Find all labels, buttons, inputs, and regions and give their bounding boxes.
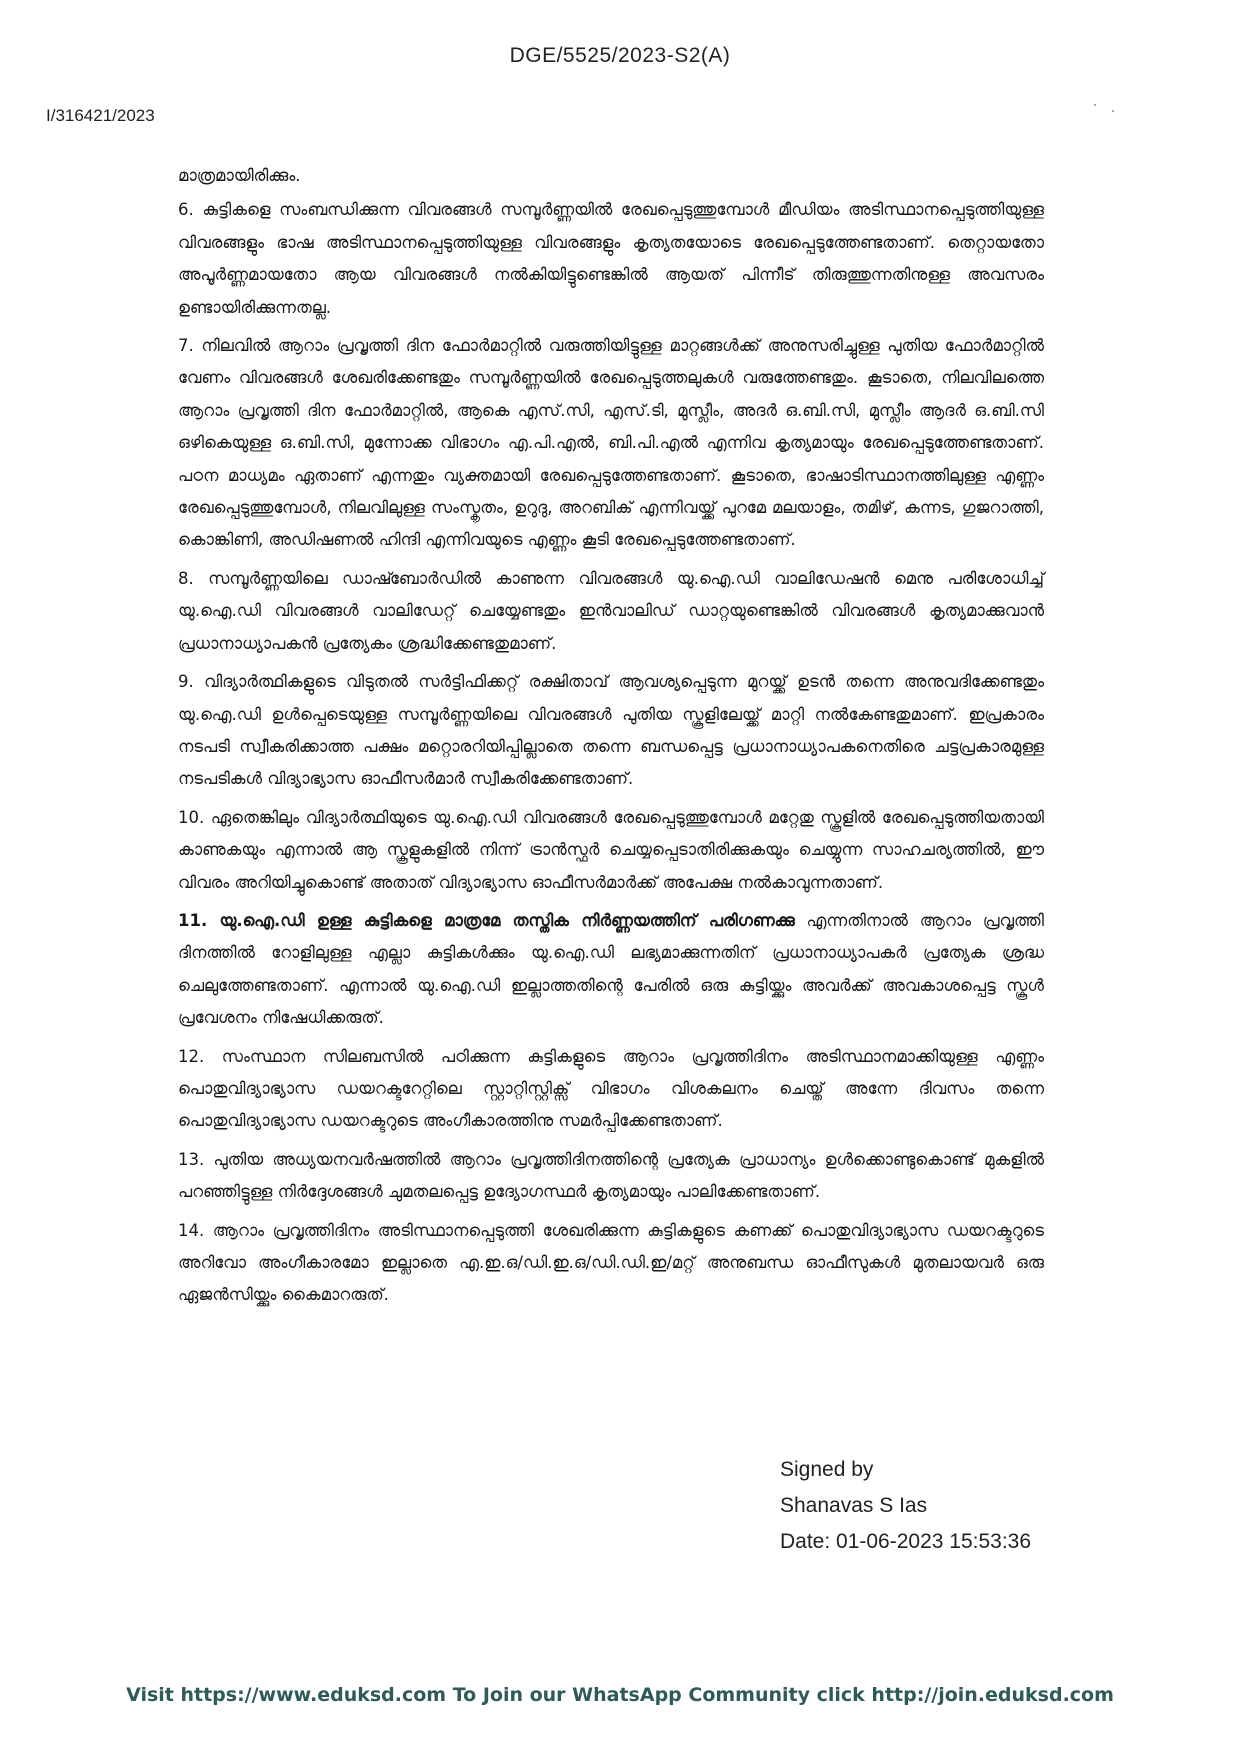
paragraph-11-bold: 11. യു.ഐ.ഡി ഉള്ള കുട്ടികളെ മാത്രമേ തസ്തിക നിർണ്ണയത്തിന് പരിഗണക്കു	[178, 910, 795, 930]
paragraph-7: 7. നിലവിൽ ആറാം പ്രവൃത്തി ദിന ഫോർമാറ്റിൽ വരുത്തിയിട്ടുള്ള മാറ്റങ്ങൾക്ക് അനുസരിച്ചുള്ള പുതിയ ഫോർമാറ്റിൽ വേണം വിവരങ്ങൾ ശേഖരിക്കേണ്ടതും സമ്പൂർണ്ണയിൽ രേഖപ്പെടുത്തലുകൾ വരുത്തേണ്ടതും. കൂടാതെ, നിലവിലത്തെ ആറാം പ്രവൃത്തി ദിന ഫോർമാറ്റിൽ, ആകെ എസ്.സി, എസ്.ടി, മുസ്ലീം, അദർ ഒ.ബി.സി, മുസ്ലീം ആദർ ഒ.ബി.സി ഒഴികെയുള്ള ഒ.ബി.സി, മുന്നോക്ക വിഭാഗം എ.പി.എൽ, ബി.പി.എൽ എന്നിവ കൃത്യമായും രേഖപ്പെടുത്തേണ്ടതാണ്. പഠന മാധ്യമം ഏതാണ് എന്നതും വ്യക്തമായി രേഖപ്പെടുത്തേണ്ടതാണ്. കൂടാതെ, ഭാഷാടിസ്ഥാനത്തിലുള്ള എണ്ണം രേഖപ്പെടുത്തുമ്പോൾ, നിലവിലുള്ള സംസ്കൃതം, ഉറുദു, അറബിക് എന്നിവയ്ക്ക് പുറമേ മലയാളം, തമിഴ്, കന്നട, ഗുജറാത്തി, കൊങ്കിണി, അഡിഷണൽ ഹിന്ദി എന്നിവയുടെ എണ്ണം കൂടി രേഖപ്പെടുത്തേണ്ടതാണ്.	[178, 336, 1044, 550]
paragraph-10: 10. ഏതെങ്കിലും വിദ്യാർത്ഥിയുടെ യു.ഐ.ഡി വിവരങ്ങൾ രേഖപ്പെടുത്തുമ്പോൾ മറ്റേതു സ്കൂളിൽ രേഖപ്പെടുത്തിയതായി കാണുകയും എന്നാൽ ആ സ്കൂളുകളിൽ നിന്ന് ട്രാൻസ്ഫർ ചെയ്യപ്പെടാതിരിക്കുകയും ചെയ്യുന്ന സാഹചര്യത്തിൽ, ഈ വിവരം അറിയിച്ചുകൊണ്ട് അതാത് വിദ്യാഭ്യാസ ഓഫീസർമാർക്ക് അപേക്ഷ നൽകാവുന്നതാണ്.	[178, 807, 1044, 892]
signature-date: Date: 01-06-2023 15:53:36	[780, 1530, 1032, 1553]
paragraph-8: 8. സമ്പൂർണ്ണയിലെ ഡാഷ്ബോർഡിൽ കാണുന്ന വിവരങ്ങൾ യു.ഐ.ഡി വാലിഡേഷൻ മെനു പരിശോധിച്ച് യു.ഐ.ഡി വിവരങ്ങൾ വാലിഡേറ്റ് ചെയ്യേണ്ടതും ഇൻവാലിഡ് ഡാറ്റയുണ്ടെങ്കിൽ വിവരങ്ങൾ കൃത്യമാക്കുവാൻ പ്രധാനാധ്യാപകൻ പ്രത്യേകം ശ്രദ്ധിക്കേണ്ടതുമാണ്.	[178, 568, 1044, 653]
signer-name: Shanavas S Ias	[780, 1494, 928, 1517]
letter-body	[178, 160, 1044, 1318]
paragraph-12: 12. സംസ്ഥാന സിലബസിൽ പഠിക്കുന്ന കുട്ടികളുടെ ആറാം പ്രവൃത്തിദിനം അടിസ്ഥാനമാക്കിയുള്ള എണ്ണം പൊതുവിദ്യാഭ്യാസ ഡയറക്ടറേറ്റിലെ സ്റ്റാറ്റിസ്റ്റിക്സ് വിഭാഗം വിശകലനം ചെയ്ത് അന്നേ ദിവസം തന്നെ പൊതുവിദ്യാഭ്യാസ ഡയറക്ടറുടെ അംഗീകാരത്തിനു സമർപ്പിക്കേണ്ടതാണ്.	[178, 1046, 1044, 1131]
footer-link-banner[interactable]: Visit https://www.eduksd.com To Join our WhatsApp Community click http://join.eduksd.com	[126, 1684, 1114, 1706]
paragraph-11: 11. യു.ഐ.ഡി ഉള്ള കുട്ടികളെ മാത്രമേ തസ്തിക നിർണ്ണയത്തിന് പരിഗണക്കു എന്നതിനാൽ ആറാം പ്രവൃത്തി ദിനത്തിൽ റോളിലുള്ള എല്ലാ കുട്ടികൾക്കും യു.ഐ.ഡി ലഭ്യമാക്കുന്നതിന് പ്രധാനാധ്യാപകർ പ്രത്യേക ശ്രദ്ധ ചെലുത്തേണ്ടതാണ്. എന്നാൽ യു.ഐ.ഡി ഇല്ലാത്തതിന്റെ പേരിൽ ഒരു കുട്ടിയ്ക്കും അവർക്ക് അവകാശപ്പെട്ട സ്കൂൾ പ്രവേശനം നിഷേധിക്കരുത്.	[178, 910, 1045, 1028]
scan-speck	[1112, 110, 1114, 112]
paragraph-9: 9. വിദ്യാർത്ഥികളുടെ വിടുതൽ സർട്ടിഫിക്കറ്റ് രക്ഷിതാവ് ആവശ്യപ്പെടുന്ന മുറയ്ക്ക് ഉടൻ തന്നെ അനുവദിക്കേണ്ടതും യു.ഐ.ഡി ഉൾപ്പെടെയുള്ള സമ്പൂർണ്ണയിലെ വിവരങ്ങൾ പുതിയ സ്കൂളിലേയ്ക്ക് മാറ്റി നൽകേണ്ടതുമാണ്. ഇപ്രകാരം നടപടി സ്വീകരിക്കാത്ത പക്ഷം മറ്റൊരറിയിപ്പില്ലാതെ തന്നെ ബന്ധപ്പെട്ട പ്രധാനാധ്യാപകനെതിരെ ചട്ടപ്രകാരമുള്ള നടപടികൾ വിദ്യാഭ്യാസ ഓഫീസർമാർ സ്വീകരിക്കേണ്ടതാണ്.	[178, 672, 1044, 789]
signed-by-label: Signed by	[780, 1458, 874, 1481]
intro-line: മാത്രമായിരിക്കും.	[178, 166, 301, 185]
reference-number: I/316421/2023	[46, 106, 155, 125]
paragraph-14: 14. ആറാം പ്രവൃത്തിദിനം അടിസ്ഥാനപ്പെടുത്തി ശേഖരിക്കുന്ന കുട്ടികളുടെ കണക്ക് പൊതുവിദ്യാഭ്യാസ ഡയറക്ടറുടെ അറിവോ അംഗീകാരമോ ഇല്ലാതെ എ.ഇ.ഒ/ഡി.ഇ.ഒ/ഡി.ഡി.ഇ/മറ്റ് അനുബന്ധ ഓഫീസുകൾ മുതലായവർ ഒരു ഏജൻസിയ്ക്കും കൈമാറരുത്.	[178, 1220, 1044, 1305]
file-number: DGE/5525/2023-S2(A)	[509, 44, 731, 67]
paragraph-6: 6. കുട്ടികളെ സംബന്ധിക്കുന്ന വിവരങ്ങൾ സമ്പൂർണ്ണയിൽ രേഖപ്പെടുത്തുമ്പോൾ മീഡിയം അടിസ്ഥാനപ്പെടുത്തിയുള്ള വിവരങ്ങളും ഭാഷ അടിസ്ഥാനപ്പെടുത്തിയുള്ള വിവരങ്ങളും കൃത്യതയോടെ രേഖപ്പെടുത്തേണ്ടതാണ്. തെറ്റായതോ അപൂർണ്ണമായതോ ആയ വിവരങ്ങൾ നൽകിയിട്ടുണ്ടെങ്കിൽ ആയത് പിന്നീട് തിരുത്തുന്നതിനുള്ള അവസരം ഉണ്ടായിരിക്കുന്നതല്ല.	[178, 200, 1044, 317]
paragraph-13: 13. പുതിയ അധ്യയനവർഷത്തിൽ ആറാം പ്രവൃത്തിദിനത്തിന്റെ പ്രത്യേക പ്രാധാന്യം ഉൾക്കൊണ്ടുകൊണ്ട് മുകളിൽ പറഞ്ഞിട്ടുള്ള നിർദ്ദേശങ്ങൾ ചുമതലപ്പെട്ട ഉദ്യോഗസ്ഥർ കൃത്യമായും പാലിക്കേണ്ടതാണ്.	[178, 1149, 1044, 1202]
digital-signature	[780, 1452, 1031, 1560]
scan-speck	[1094, 104, 1096, 106]
